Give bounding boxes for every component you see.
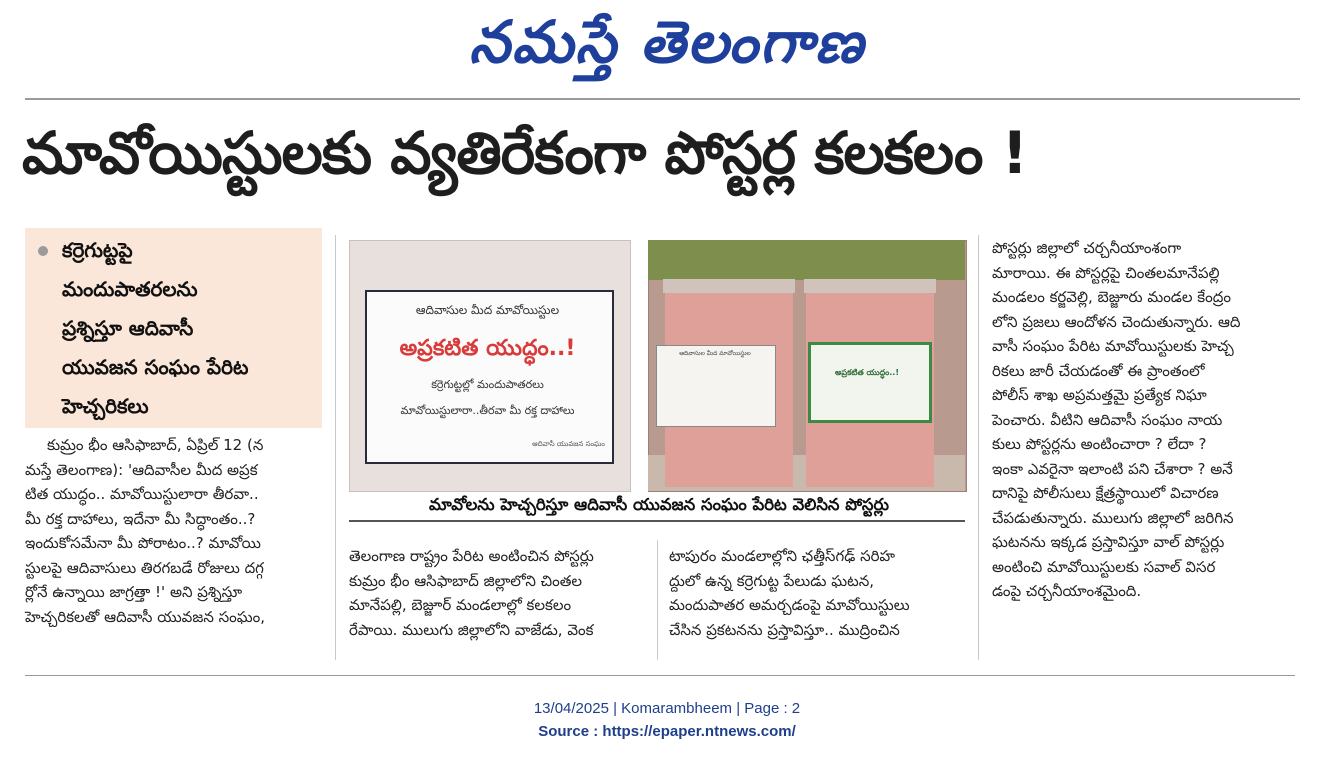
poster-line: మావోయిస్టులారా..తీరవా మీ రక్త దాహాలు [400,404,575,417]
article-column-2 [349,544,649,642]
masthead-divider [25,98,1300,100]
text-line: రికలు జారీ చేయడంతో ఈ ప్రాంతంలో [992,361,1205,380]
source-link[interactable]: Source : https://epaper.ntnews.com/ [538,723,796,740]
text-line: చేపడుతున్నారు. ములుగు జిల్లాలో జరిగిన [992,508,1234,527]
caption-underline [349,520,965,522]
poster-title: అప్రకటిత యుద్ధం..! [399,336,576,361]
highlight-line: మందుపాతరలను [62,277,198,301]
text-line: డంపై చర్చనీయాంశమైంది. [992,582,1142,600]
text-line: మస్తే తెలంగాణ): 'ఆదివాసీల మీద అప్రక [25,460,258,479]
text-line: హెచ్చరికలతో ఆదివాసీ యువజన సంఘం, [25,607,265,626]
highlight-line: హెచ్చరికలు [62,394,149,418]
pillar-left-cap [663,279,795,293]
text-line: ర్లోనే ఉన్నాయి జాగ్రత్తా !' అని ప్రశ్నిస్తూ [25,583,243,601]
poster-line: కర్రెగుట్టల్లో మందుపాతరలు [431,378,544,391]
text-line: ఇందుకోసమేనా మీ పోరాటం..? మావోయి [25,534,261,552]
wall-poster-left-text: ఆదివాసుల మీద మావోయిస్టుల [679,350,751,357]
text-line: పోలీస్ శాఖ అప్రమత్తమై ప్రత్యేక నిఘా [992,386,1207,404]
background-bushes [648,240,965,280]
text-line: మానేపల్లి, బెజ్జూర్ మండలాల్లో కలకలం [349,596,572,614]
column-divider [978,235,979,660]
text-line: వాసీ సంఘం పేరిట మావోయిస్టులకు హెచ్చ [992,337,1234,355]
text-line: మీ రక్త దాహాలు, ఇదేనా మీ సిద్ధాంతం..? [25,509,256,528]
text-line: కుమ్రం భీం ఆసిఫాబాద్ జిల్లాలోని చింతల [349,571,583,590]
column-divider [657,540,658,660]
wall-poster-right [808,342,932,423]
newspaper-masthead: నమస్తే తెలంగాణ [469,8,865,76]
highlight-line: కర్రెగుట్టపై [62,238,133,262]
photo-caption: మావోలను హెచ్చరిస్తూ ఆదివాసీ యువజన సంఘం పేరిట వెలిసిన పోస్టర్లు [429,495,889,514]
text-line: మారాయి. ఈ పోస్టర్లపై చింతలమానేపల్లి [992,263,1220,282]
text-line: ద్దులో ఉన్న కర్రెగుట్ట పేలుడు ఘటన, [669,571,875,590]
footer-divider [25,675,1295,676]
text-line: కులు పోస్టర్లను అంటించారా ? లేదా ? [992,435,1207,453]
wall-poster-right-text: అప్రకటిత యుద్ధం..! [835,368,899,377]
text-line: ఘటనను ఇక్కడ ప్రస్తావిస్తూ వాల్ పోస్టర్లు [992,533,1225,551]
text-line: లోని ప్రజలు ఆందోళన చెందుతున్నారు. ఆది [992,312,1241,331]
text-line: టాపురం మండలాల్లోని ఛత్తీస్‌గఢ్ సరిహ [669,547,896,565]
text-line: చేసిన ప్రకటనను ప్రస్తావిస్తూ.. ముద్రించిన [669,620,900,639]
highlight-line: యువజన సంఘం పేరిట [62,355,249,379]
text-line: పోస్టర్లు జిల్లాలో చర్చనీయాంశంగా [992,239,1182,257]
poster-top-text: ఆదివాసుల మీద మావోయిస్టుల [415,303,560,317]
text-line: పెంచారు. వీటిని ఆదివాసీ సంఘం నాయ [992,410,1223,429]
text-line: మందుపాతర అమర్చడంపై మావోయిస్టులు [669,596,910,614]
column-divider [335,235,336,660]
text-line: దానిపై పోలీసులు క్షేత్రస్థాయిలో విచారణ [992,484,1219,502]
article-column-1 [25,433,325,629]
text-line: టిత యుద్ధం.. మావోయిస్టులారా తీరవా.. [25,485,259,503]
text-line: ఇంకా ఎవరైనా ఇలాంటి పని చేశారా ? అనే [992,459,1233,478]
text-line: మండలం కర్జవెల్లి, బెజ్జూరు మండల కేంద్రం [992,288,1231,306]
text-line: రేపాయి. ములుగు జిల్లాలోని వాజేడు, వెంక [349,620,594,639]
text-line: కుమ్రం భీం ఆసిఫాబాద్, ఏప్రిల్ 12 (న [47,436,264,454]
article-column-4 [992,236,1297,604]
edition-info: 13/04/2025 | Komarambheem | Page : 2 [533,700,801,717]
highlight-line: ప్రశ్నిస్తూ ఆదివాసీ [62,316,194,340]
text-line: స్టులపై ఆదివాసులు తిరగబడే రోజులు దగ్గ [25,558,264,577]
bullet-icon [38,246,48,256]
article-column-3 [669,544,969,642]
article-headline: మావోయిస్టులకు వ్యతిరేకంగా పోస్టర్ల కలకలం ! [22,119,1028,187]
pillar-right-cap [804,279,936,293]
poster-signature: ఆదివాసీ యువజన సంఘం [532,440,605,448]
text-line: అంటించి మావోయిస్టులకు సవాల్ విసర [992,557,1216,576]
text-line: తెలంగాణ రాష్ట్రం పేరిట అంటించిన పోస్టర్లు [349,547,594,565]
